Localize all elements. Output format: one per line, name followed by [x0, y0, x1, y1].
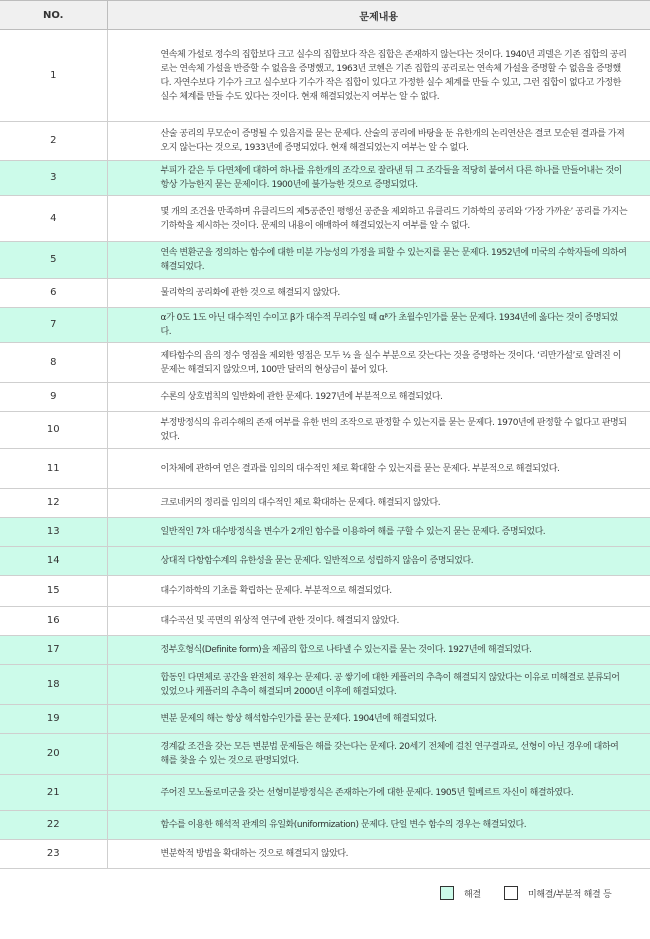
legend [0, 869, 650, 939]
table-row [0, 840, 650, 869]
row-description: 변분 문제의 해는 항상 해석함수인가를 묻는 문제다. 1904년에 해결되었다. [107, 705, 650, 734]
row-description: 부피가 같은 두 다면체에 대하여 하나를 유한개의 조각으로 잘라낸 뒤 그 조각들을 적당히 붙여서 다른 하나를 만들어내는 것이 항상 가능한지 묻는 문제이다. 1900년에 불가능한 것으로 증명되었다. [107, 161, 650, 196]
row-description: 주어진 모노돌로미군을 갖는 선형미분방정식은 존재하는가에 대한 문제다. 1905년 힐베르트 자신이 해결하였다. [107, 775, 650, 811]
unsolved-swatch [504, 886, 518, 900]
table-row [0, 343, 650, 383]
row-description: 합동인 다면체로 공간을 완전히 채우는 문제다. 공 쌓기에 대한 케플러의 추측이 해결되지 않았다는 이유로 미해결로 분류되어 있었으나 케플러의 추측이 해결되며 2000년 이후에 해결되었다. [107, 665, 650, 705]
legend-unsolved-label: 미해결/부분적 해결 등 [528, 889, 612, 900]
table-row [0, 518, 650, 547]
table-row [0, 489, 650, 518]
row-number: 11 [0, 449, 107, 489]
row-number: 5 [0, 242, 107, 279]
table-row [0, 308, 650, 343]
table-row [0, 607, 650, 636]
row-description: α가 0도 1도 아닌 대수적인 수이고 β가 대수적 무리수일 때 αᵝ가 초월수인가를 묻는 문제다. 1934년에 옳다는 것이 증명되었다. [107, 308, 650, 343]
row-number: 18 [0, 665, 107, 705]
row-number: 21 [0, 775, 107, 811]
row-description: 부정방정식의 유리수해의 존재 여부를 유한 번의 조작으로 판정할 수 있는지를 묻는 문제다. 1970년에 판정할 수 없다고 판명되었다. [107, 412, 650, 449]
row-description: 경계값 조건을 갖는 모든 변분법 문제들은 해를 갖는다는 문제다. 20세기 전체에 걸친 연구결과로, 선형이 아닌 경우에 대하여 해를 찾을 수 있는 것으로 판명되었다. [107, 734, 650, 775]
row-description: 대수기하학의 기초를 확립하는 문제다. 부분적으로 해결되었다. [107, 576, 650, 607]
table-row [0, 547, 650, 576]
header-content: 문제내용 [107, 1, 650, 30]
row-description: 제타함수의 음의 정수 영점을 제외한 영점은 모두 ½ 을 실수 부분으로 갖는다는 것을 증명하는 것이다. ‘리만가설’로 알려진 이 문제는 해결되지 않았으며, 100만 달러의 현상금이 붙어 있다. [107, 343, 650, 383]
solved-swatch [440, 886, 454, 900]
table-row [0, 30, 650, 122]
table-row [0, 449, 650, 489]
table-row [0, 242, 650, 279]
row-number: 23 [0, 840, 107, 869]
row-description: 일반적인 7차 대수방정식을 변수가 2개인 함수를 이용하여 해를 구할 수 있는지 묻는 문제다. 증명되었다. [107, 518, 650, 547]
row-number: 3 [0, 161, 107, 196]
row-description: 크로네커의 정리를 임의의 대수적인 체로 확대하는 문제다. 해결되지 않았다. [107, 489, 650, 518]
legend-solved-label: 해결 [464, 889, 481, 900]
row-description: 대수곡선 및 곡면의 위상적 연구에 관한 것이다. 해결되지 않았다. [107, 607, 650, 636]
table-row [0, 412, 650, 449]
header-no: NO. [0, 1, 107, 30]
row-number: 15 [0, 576, 107, 607]
row-number: 13 [0, 518, 107, 547]
table-row [0, 636, 650, 665]
row-number: 20 [0, 734, 107, 775]
row-description: 수론의 상호법칙의 일반화에 관한 문제다. 1927년에 부분적으로 해결되었다. [107, 383, 650, 412]
row-description: 산술 공리의 무모순이 증명될 수 있음지를 묻는 문제다. 산술의 공리에 바탕을 둔 유한개의 논리연산은 결코 모순된 결과를 가져오지 않는다는 것으로, 1933년에 증명되었다. 현재 해결되었는지 여부는 알 수 없다. [107, 122, 650, 161]
table-header [0, 1, 650, 30]
table-row [0, 576, 650, 607]
row-description: 연속체 가설로 정수의 집합보다 크고 실수의 집합보다 작은 집합은 존재하지 않는다는 것이다. 1940년 괴델은 기존 집합의 공리로는 연속체 가설을 반증할 수 없음을 증명했고, 1963년 코헨은 기존 집합의 공리로는 연속체 가설을 증명할 수 없음을 증명했다. 자연수보다 기수가 크고 실수보다 기수가 작은 집합이 있다고 가정한 실수 체계를 만들 수 있고, 그런 집합이 없다고 가정한 실수 체계를 만들 수도 있다는 것이다. 현재 해결되었는지 여부는 알 수 없다. [107, 30, 650, 122]
row-number: 9 [0, 383, 107, 412]
table-row [0, 122, 650, 161]
legend-unsolved [504, 886, 611, 900]
row-number: 2 [0, 122, 107, 161]
row-description: 이차체에 관하여 얻은 결과를 임의의 대수적인 체로 확대할 수 있는지를 묻는 문제다. 부분적으로 해결되었다. [107, 449, 650, 489]
table-row [0, 705, 650, 734]
row-number: 8 [0, 343, 107, 383]
row-number: 4 [0, 196, 107, 242]
row-number: 6 [0, 279, 107, 308]
table-row [0, 161, 650, 196]
row-number: 12 [0, 489, 107, 518]
legend-solved [440, 886, 481, 900]
table-row [0, 734, 650, 775]
row-description: 몇 개의 조건을 만족하며 유클리드의 제5공준인 평행선 공준을 제외하고 유클리드 기하학의 공리와 ‘가장 가까운’ 공리를 가지는 기하학을 제시하는 것이다. 문제의 내용이 애매하여 해결되었는지 여부를 알 수 없다. [107, 196, 650, 242]
row-description: 정부호형식(Definite form)을 제곱의 합으로 나타낼 수 있는지를 묻는 것이다. 1927년에 해결되었다. [107, 636, 650, 665]
row-description: 물리학의 공리화에 관한 것으로 해결되지 않았다. [107, 279, 650, 308]
table-row [0, 279, 650, 308]
table-row [0, 775, 650, 811]
row-description: 연속 변환군을 정의하는 함수에 대한 미분 가능성의 가정을 피할 수 있는지를 묻는 문제다. 1952년에 미국의 수학자들에 의하여 해결되었다. [107, 242, 650, 279]
row-number: 14 [0, 547, 107, 576]
row-description: 변분학적 방법을 확대하는 것으로 해결되지 않았다. [107, 840, 650, 869]
row-number: 10 [0, 412, 107, 449]
row-number: 1 [0, 30, 107, 122]
row-description: 상대적 다항함수계의 유한성을 묻는 문제다. 일반적으로 성립하지 않음이 증명되었다. [107, 547, 650, 576]
table-body [0, 30, 650, 869]
row-number: 7 [0, 308, 107, 343]
row-number: 19 [0, 705, 107, 734]
row-number: 22 [0, 811, 107, 840]
row-number: 17 [0, 636, 107, 665]
table-row [0, 383, 650, 412]
row-description: 함수를 이용한 해석적 관계의 유일화(uniformization) 문제다. 단일 변수 함수의 경우는 해결되었다. [107, 811, 650, 840]
row-number: 16 [0, 607, 107, 636]
table-row [0, 196, 650, 242]
table-row [0, 665, 650, 705]
table-row [0, 811, 650, 840]
